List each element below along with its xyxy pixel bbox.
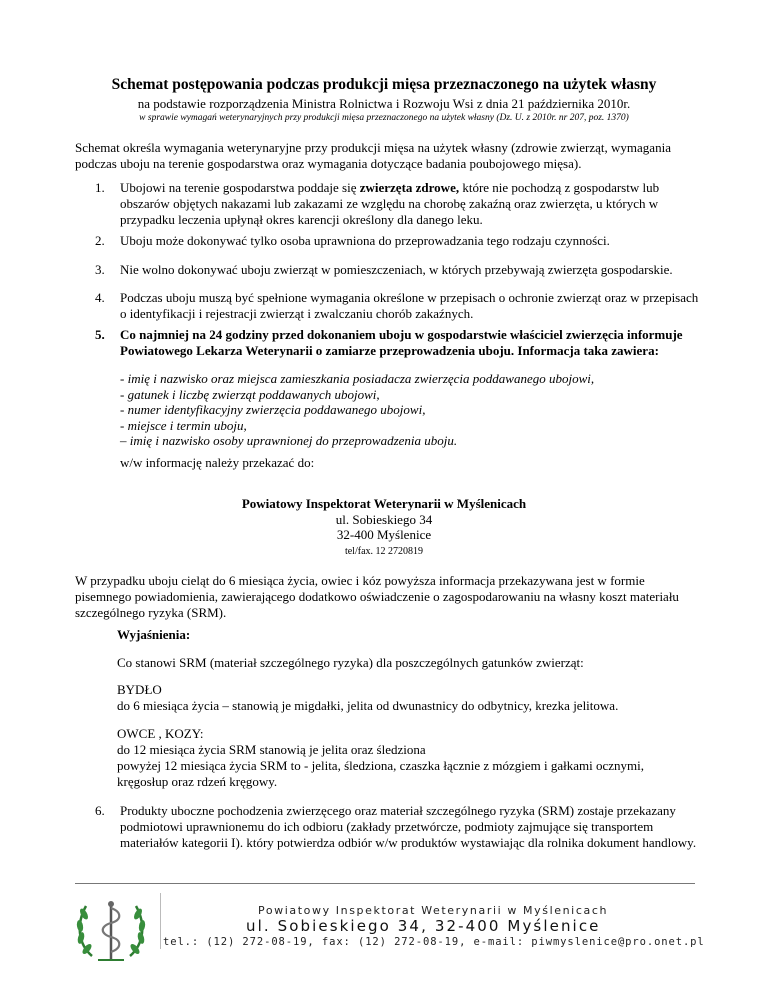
footer-divider [75, 883, 695, 884]
sheep-line-1: do 12 miesiąca życia SRM stanowią je jelita oraz śledziona [117, 742, 426, 757]
office-address-block [0, 496, 768, 559]
list-item-text: Podczas uboju muszą być spełnione wymagania określone w przepisach o ochronie zwierząt oraz w przepisach o identyfikacji i rejestracji zwierząt i zwalczaniu chorób zakaźnych. [120, 290, 699, 321]
list-item-text: Uboju może dokonywać tylko osoba uprawniona do przeprowadzania tego rodzaju czynności. [120, 233, 610, 248]
explanations-heading: Wyjaśnienia: [117, 627, 191, 642]
legal-reference: w sprawie wymagań weterynaryjnych przy produkcji mięsa przeznaczonego na użytek własny (Dz. U. z 2010r. nr 207, poz. 1370) [139, 113, 629, 123]
list-item-number: 4. [95, 290, 105, 305]
footer-contact: tel.: (12) 272-08-19, fax: (12) 272-08-19, e-mail: piwmyslenice@pro.onet.pl [163, 936, 705, 948]
veterinary-logo-icon [70, 890, 152, 972]
list-item-text: Produkty uboczne pochodzenia zwierzęcego oraz materiał szczególnego ryzyka (SRM) zostaje przekazany podmiotowi uprawnionemu do ich odbioru (zakłady przetwórcze, podmioty zajmujące się transportem materiałów kategorii I). który potwierdza odbiór w/w produktów wystawiając dla rolnika dokument handlowy. [120, 803, 697, 850]
list-item-number: 1. [95, 180, 105, 195]
list-item-number: 5. [95, 327, 105, 342]
srm-intro: Co stanowi SRM (materiał szczególnego ryzyka) dla poszczególnych gatunków zwierząt: [117, 655, 584, 670]
list-item-text: Nie wolno dokonywać uboju zwierząt w pomieszczeniach, w których przebywają zwierzęta gospodarskie. [120, 262, 673, 277]
office-phone: tel/fax. 12 2720819 [344, 545, 424, 557]
list-item: - gatunek i liczbę zwierząt poddawanych ubojowi, [120, 386, 380, 402]
footer-separator [160, 893, 161, 949]
office-street: ul. Sobieskiego 34 [335, 511, 433, 527]
written-notice-paragraph: W przypadku uboju cieląt do 6 miesiąca życia, owiec i kóz powyższa informacja przekazywana jest w formie pisemnego powiadomienia, zawierającego dodatkowo oświadczenie o zagospodarowaniu na własny koszt materiału szczególnego ryzyka (SRM). [75, 573, 679, 620]
footer-address: ul. Sobieskiego 34, 32-400 Myślenice [246, 917, 601, 935]
sheep-goat-section [117, 726, 677, 790]
office-city: 32-400 Myślenice [336, 527, 432, 542]
list-item-number: 2. [95, 233, 105, 248]
list-item-number: 6. [95, 803, 105, 818]
sheep-title: OWCE , KOZY: [117, 726, 204, 741]
list-item-number: 3. [95, 262, 105, 277]
document-subtitle: na podstawie rozporządzenia Ministra Rolnictwa i Rozwoju Wsi z dnia 21 października 2010r. [137, 96, 631, 111]
send-to-text: w/w informację należy przekazać do: [120, 455, 315, 470]
list-item: - imię i nazwisko oraz miejsca zamieszkania posiadacza zwierzęcia poddawanego ubojowi, [120, 371, 595, 386]
notification-contents-list [120, 371, 680, 449]
cattle-text: do 6 miesiąca życia – stanowią je migdałki, jelita od dwunastnicy do odbytnicy, krezka jelitowa. [117, 698, 619, 713]
cattle-title: BYDŁO [117, 682, 162, 697]
list-item: - miejsce i termin uboju, [120, 417, 247, 433]
list-item-text: Co najmniej na 24 godziny przed dokonaniem uboju w gospodarstwie właściciel zwierzęcia informuje Powiatowego Lekarza Weterynarii o zamiarze przeprowadzenia uboju. Informacja taka zawiera: [120, 327, 683, 358]
list-item-text: Ubojowi na terenie gospodarstwa poddaje się zwierzęta zdrowe, które nie pochodzą z gospodarstw lub obszarów objętych nakazami lub zakazami ze względu na chorobę zakaźną oraz zwierzęta, u których w przypadku leczenia upłynął okres karencji określony dla danego leku. [120, 180, 660, 227]
document-title: Schemat postępowania podczas produkcji mięsa przeznaczonego na użytek własny [111, 76, 657, 93]
footer-office-name: Powiatowy Inspektorat Weterynarii w Myślenicach [258, 904, 609, 917]
list-item: - numer identyfikacyjny zwierzęcia poddawanego ubojowi, [120, 402, 426, 417]
sheep-line-2: powyżej 12 miesiąca życia SRM to - jelita, śledziona, czaszka łącznie z mózgiem i gałkami ocznymi, kręgosłup oraz rdzeń kręgowy. [117, 758, 645, 789]
list-item: – imię i nazwisko osoby uprawnionej do przeprowadzenia uboju. [120, 433, 458, 448]
cattle-section [117, 682, 677, 714]
intro-paragraph: Schemat określa wymagania weterynaryjne przy produkcji mięsa na użytek własny (zdrowie zwierząt, wymagania podczas uboju na terenie gospodarstwa oraz wymagania dotyczące badania poubojowego mięsa). [75, 140, 671, 171]
office-name: Powiatowy Inspektorat Weterynarii w Myślenicach [241, 496, 527, 511]
